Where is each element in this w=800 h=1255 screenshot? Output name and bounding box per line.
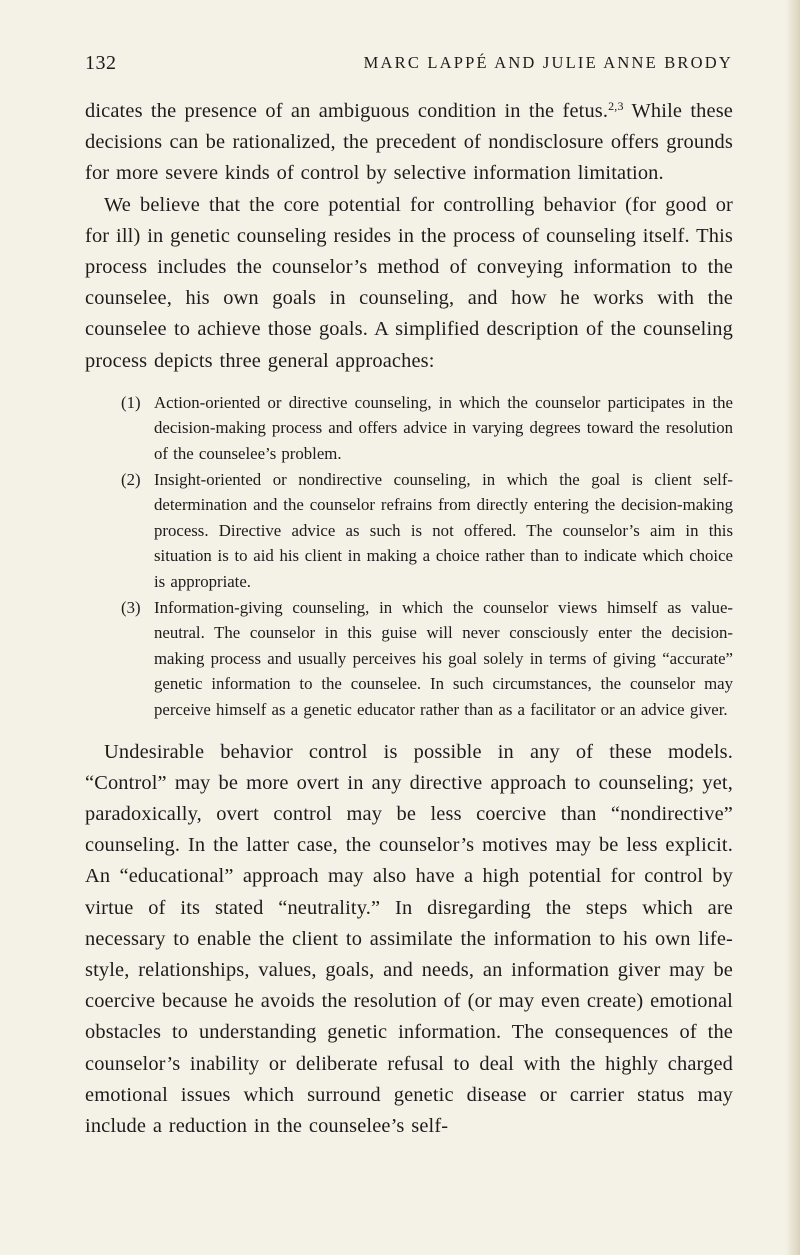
paragraph-2: We believe that the core potential for controlling behavior (for good or for ill) in genetic counseling resides in the process of counseling itself. This process includes the counselor’s method of conveying information to the counselee, his own goals in counseling, and how he works with the counselee to achieve those goals. A simplified description of the counseling process depicts three general approaches: — [85, 193, 733, 372]
list-item-nondirective — [85, 467, 733, 595]
body-text — [85, 96, 733, 1142]
list-item-information-giving — [85, 595, 733, 723]
running-head — [85, 52, 733, 82]
list-number: (2) — [121, 469, 141, 489]
list-number: (1) — [121, 392, 141, 412]
paragraph-1-text: dicates the presence of an ambiguous condition in the fetus. — [85, 100, 609, 122]
paragraph-continuation — [85, 96, 733, 190]
approaches-list — [85, 390, 733, 723]
list-item-text: Action-oriented or directive counseling, in which the counselor participates in the decision-making process and offers advice in varying degrees toward the resolution of the counselee’s problem. — [154, 392, 733, 464]
reference-superscript: 2,3 — [608, 99, 624, 113]
list-item-directive — [85, 390, 733, 467]
list-number: (3) — [121, 597, 141, 617]
page-number: 132 — [85, 52, 117, 74]
list-item-text: Insight-oriented or nondirective counseling, in which the goal is client self-determination and the counselor refrains from directly entering the decision-making process. Directive advice as such is not offered. The counselor’s aim in this situation is to aid his client in making a choice rather than to indicate which choice is appropriate. — [154, 469, 733, 591]
paragraph-1-text-end: While these decisions can be rationalized, the precedent of nondisclosure offers grounds for more severe kinds of control by selective information limitation. — [85, 100, 733, 185]
running-title: MARC LAPPÉ AND JULIE ANNE BRODY — [363, 53, 733, 72]
list-item-text: Information-giving counseling, in which the counselor views himself as value-neutral. The counselor in this guise will never consciously enter the decision-making process and usually perceives his goal solely in terms of giving “accurate” genetic information to the counselee. In such circumstances, the counselor may perceive himself as a genetic educator rather than as a facilitator or an advice giver. — [154, 597, 733, 719]
paragraph-3: Undesirable behavior control is possible in any of these models. “Control” may be more overt in any directive approach to counseling; yet, paradoxically, overt control may be less coercive than “nondirective” counseling. In the latter case, the counselor’s motives may be less explicit. An “educational” approach may also have a high potential for control by virtue of its stated “neutrality.” In disregarding the steps which are necessary to enable the client to assimilate the information to his own life-style, relationships, values, goals, and needs, an information giver may be coercive because he avoids the resolution of (or may even create) emotional obstacles to understanding genetic information. The consequences of the counselor’s inability or deliberate refusal to deal with the highly charged emotional issues which surround genetic disease or carrier status may include a reduction in the counselee’s self- — [85, 740, 733, 1137]
page-edge-shadow — [786, 0, 800, 1255]
